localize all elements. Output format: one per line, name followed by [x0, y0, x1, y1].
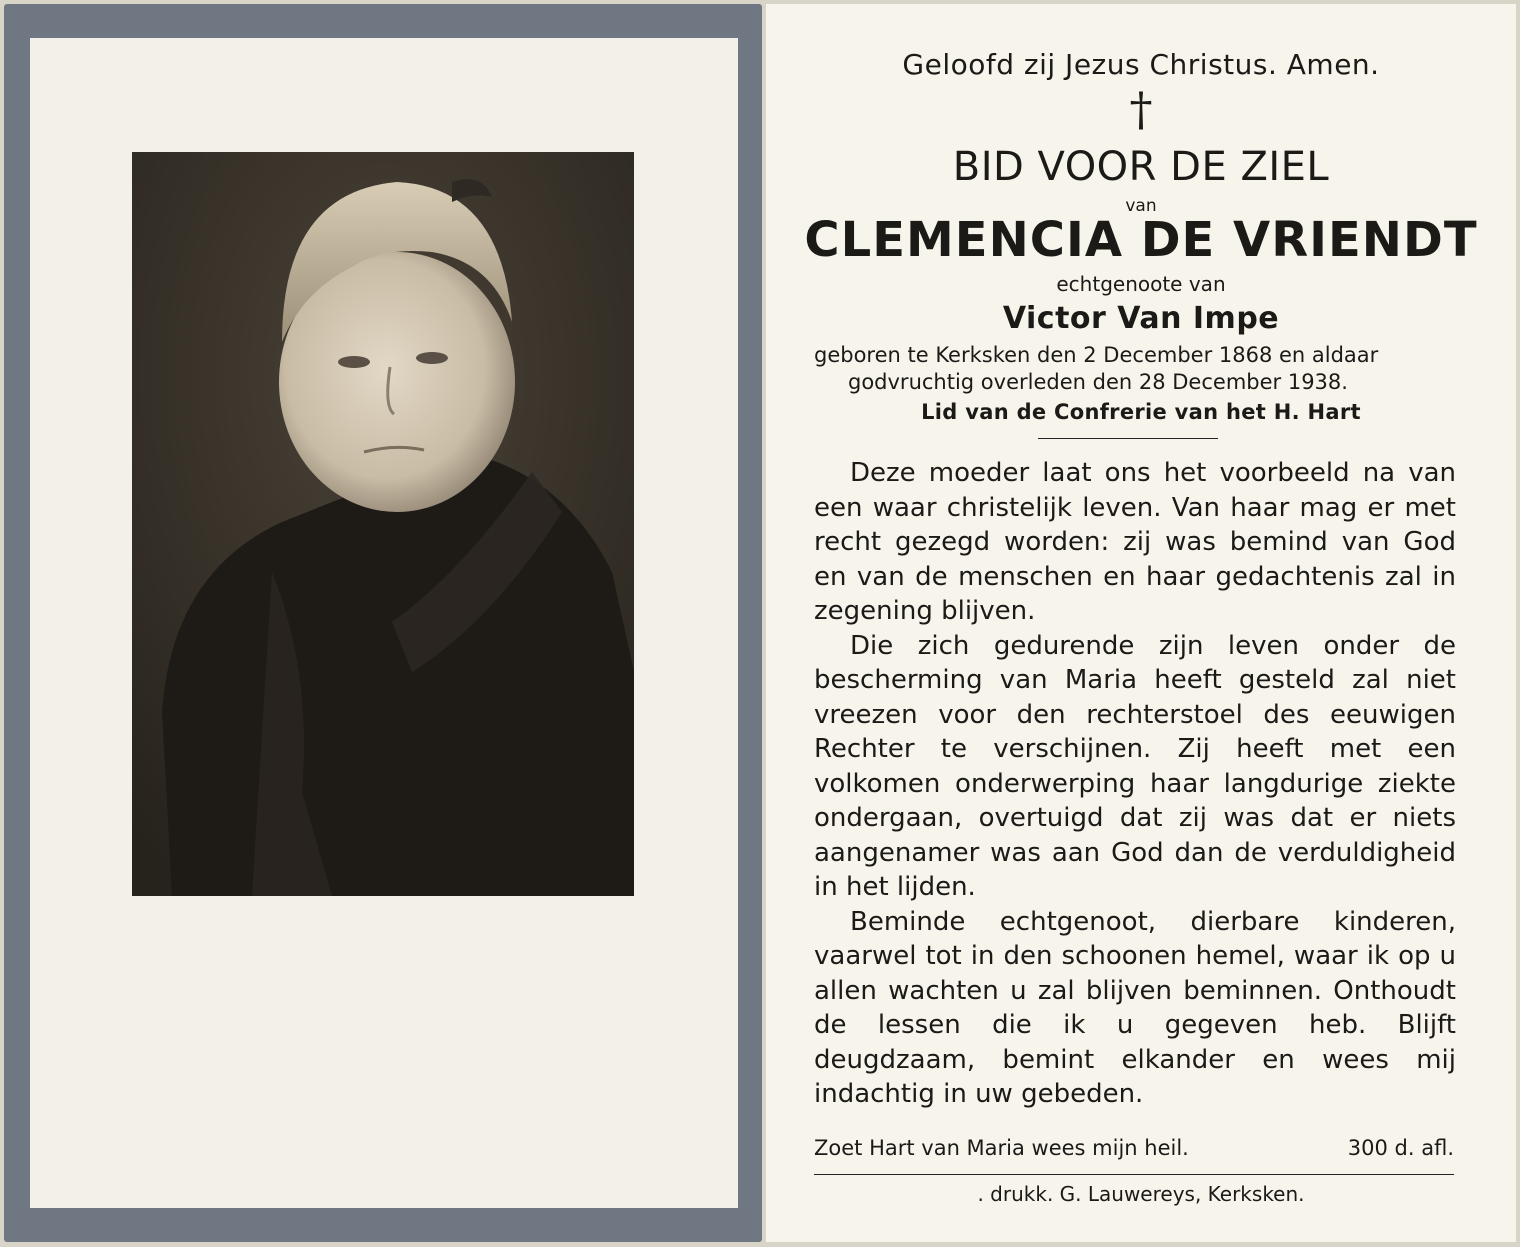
- portrait-photo: [132, 152, 634, 896]
- cross-icon: †: [1129, 82, 1153, 136]
- birth-line: geboren te Kerksken den 2 December 1868 en aldaar: [814, 343, 1379, 367]
- indulgence: 300 d. afl.: [1347, 1136, 1454, 1160]
- divider-long: [814, 1174, 1454, 1175]
- portrait-illustration: [132, 152, 634, 896]
- paragraph-2: Die zich gedurende zijn leven onder de bescherming van Maria heeft gesteld zal niet vreezen voor den rechterstoel des eeuwigen Rechter te verschijnen. Zij heeft met een volkomen onderwerping haar langdurige ziekte ondergaan, overtuigd dat zij was dat er niets aangenamer was aan God dan de verduldigheid in het lijden.: [814, 630, 1456, 902]
- text-card: [766, 4, 1516, 1242]
- spouse-name: Victor Van Impe: [1002, 301, 1280, 336]
- deceased-name: CLEMENCIA DE VRIENDT: [804, 212, 1478, 268]
- spouse-label: echtgenoote van: [1056, 272, 1226, 296]
- invocation: Geloofd zij Jezus Christus. Amen.: [902, 48, 1380, 81]
- van-label: van: [1125, 196, 1157, 216]
- printer-line: . drukk. G. Lauwereys, Kerksken.: [977, 1182, 1305, 1206]
- membership-line: Lid van de Confrerie van het H. Hart: [921, 400, 1361, 424]
- prayer-heading: BID VOOR DE ZIEL: [952, 144, 1330, 190]
- paragraph-1: Deze moeder laat ons het voorbeeld na van een waar christelijk leven. Van haar mag er met recht gezegd worden: zij was bemind van God en van de menschen en haar gedachtenis zal in zegening blijven.: [814, 458, 1456, 626]
- footer-line: [814, 1136, 1454, 1160]
- photo-card: [4, 4, 762, 1242]
- closing-prayer: Zoet Hart van Maria wees mijn heil.: [814, 1136, 1189, 1160]
- paragraph-3: Beminde echtgenoot, dierbare kinderen, vaarwel tot in den schoonen hemel, waar ik op u allen wachten u zal blijven beminnen. Onthoudt de lessen die ik u gegeven heb. Blijft deugdzaam, bemint elkander en wees mij indachtig in uw gebeden.: [814, 906, 1456, 1109]
- death-line: godvruchtig overleden den 28 December 1938.: [848, 370, 1348, 394]
- photo-card-face: [30, 38, 738, 1208]
- divider-short: [1038, 438, 1218, 439]
- memorial-text: [814, 456, 1456, 1112]
